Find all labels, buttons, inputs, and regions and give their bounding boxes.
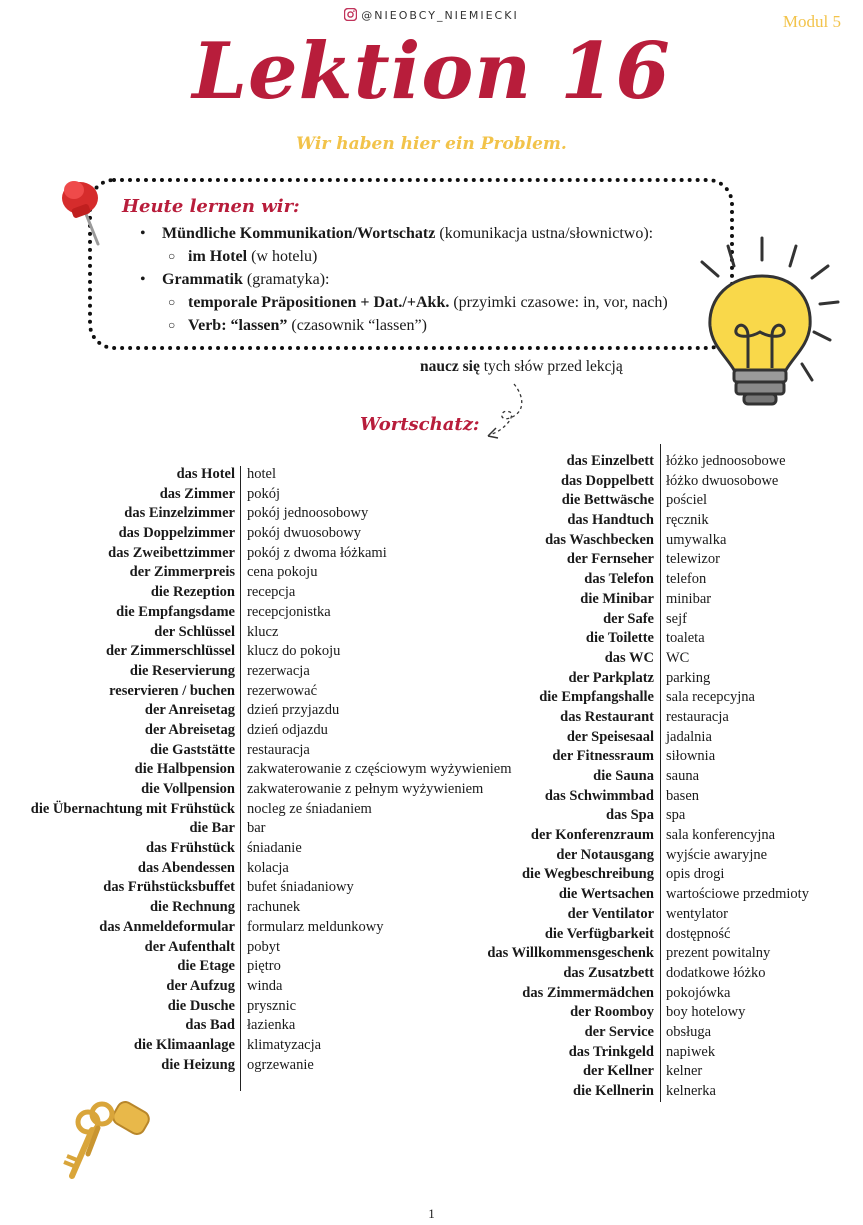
vocab-polish: restauracja <box>666 708 729 725</box>
vocab-polish: parking <box>666 669 711 686</box>
goals-heading: Heute lernen wir: <box>122 196 300 217</box>
vocab-polish: WC <box>666 649 690 666</box>
vocab-german: das Hotel <box>176 466 235 482</box>
vocab-polish: kelner <box>666 1063 703 1080</box>
goal-subitem: ○ im Hotel (w hotelu) <box>168 248 318 265</box>
vocab-polish: telefon <box>666 571 707 588</box>
vocab-german: die Toilette <box>585 630 654 647</box>
vocab-polish: nocleg ze śniadaniem <box>247 800 372 817</box>
vocab-polish: śniadanie <box>247 840 302 857</box>
vocab-german: die Bettwäsche <box>561 492 654 509</box>
vocab-polish: winda <box>247 977 283 994</box>
goal-subitem: ○ temporale Präpositionen + Dat./+Akk. (przyimki czasowe: in, vor, nach) <box>168 294 668 311</box>
vocab-german: der Abreisetag <box>144 721 235 738</box>
vocab-german: die Gaststätte <box>150 741 235 758</box>
vocab-german: die Wegbeschreibung <box>521 866 654 883</box>
vocab-german: das Zweibettzimmer <box>108 544 235 561</box>
vocab-polish: jadalnia <box>666 728 712 745</box>
vocab-polish: klimatyzacja <box>247 1036 322 1053</box>
vocab-polish: pościel <box>666 492 708 509</box>
vocab-german: das Handtuch <box>567 512 654 529</box>
vocab-polish: rezerwować <box>247 682 318 699</box>
vocab-german: das Einzelzimmer <box>124 505 235 522</box>
vocab-german: das Willkommensgeschenk <box>487 945 654 962</box>
instagram-handle: @NIEOBCY_NIEMIECKI <box>0 8 863 24</box>
vocab-polish: ogrzewanie <box>247 1056 314 1073</box>
vocab-polish: recepcjonistka <box>247 603 331 620</box>
vocab-polish: sala konferencyjna <box>666 827 776 844</box>
vocab-polish: recepcja <box>247 584 296 601</box>
vocab-polish: dzień przyjazdu <box>247 702 340 719</box>
vocab-german: die Übernachtung mit Frühstück <box>30 800 235 817</box>
vocab-german: die Klimaanlage <box>133 1036 235 1053</box>
vocab-german: das Zusatzbett <box>563 964 654 981</box>
vocab-german: das Frühstück <box>145 840 235 857</box>
vocab-polish: telewizor <box>666 551 720 568</box>
vocab-polish: sala recepcyjna <box>666 689 755 706</box>
vocab-polish: łóżko dwuosobowe <box>666 472 779 489</box>
vocab-german: das Zimmermädchen <box>522 984 654 1001</box>
module-label: Modul 5 <box>782 12 841 31</box>
vocab-polish: łazienka <box>247 1017 296 1034</box>
vocab-polish: pokój jednoosobowy <box>247 505 369 522</box>
vocab-polish: umywalka <box>666 531 727 548</box>
vocab-polish: obsługa <box>666 1023 712 1040</box>
vocab-polish: dostępność <box>666 925 731 942</box>
vocab-polish: ręcznik <box>666 512 709 529</box>
vocab-german: das Trinkgeld <box>568 1043 654 1060</box>
vocab-polish: boy hotelowy <box>666 1004 746 1021</box>
vocab-polish: kolacja <box>247 859 289 876</box>
vocab-german: das Zimmer <box>159 485 235 502</box>
vocab-polish: formularz meldunkowy <box>247 918 384 935</box>
vocab-german: der Notausgang <box>556 846 654 863</box>
vocab-german: das Restaurant <box>560 708 654 725</box>
vocab-german: die Etage <box>177 958 235 975</box>
vocab-german: der Fitnessraum <box>552 748 654 765</box>
page-title: Lektion 16 <box>192 26 671 117</box>
vocab-german: der Aufzug <box>166 977 235 994</box>
vocab-polish: spa <box>666 807 686 824</box>
vocab-german: der Service <box>584 1023 654 1040</box>
vocab-german: der Fernseher <box>566 551 654 568</box>
vocab-polish: minibar <box>666 590 712 607</box>
vocab-polish: siłownia <box>666 748 716 765</box>
vocab-german: die Rezeption <box>150 584 235 601</box>
vocab-polish: dodatkowe łóżko <box>666 964 766 981</box>
vocab-german: die Minibar <box>580 590 654 607</box>
vocab-german: das Anmeldeformular <box>99 918 235 935</box>
vocab-polish: rezerwacja <box>247 662 310 679</box>
column-divider <box>660 444 661 1102</box>
lightbulb-icon <box>690 232 850 417</box>
vocab-polish: pokój <box>247 485 281 502</box>
vocab-german: der Anreisetag <box>144 702 235 719</box>
vocab-german: das Waschbecken <box>545 531 654 548</box>
vocab-polish: toaleta <box>666 630 705 647</box>
vocab-german: die Sauna <box>593 768 654 784</box>
vocab-german: das Schwimmbad <box>544 787 654 804</box>
goal-item: • Grammatik (gramatyka): <box>140 271 330 288</box>
vocab-german: die Kellnerin <box>573 1083 654 1099</box>
goal-subitem: ○ Verb: “lassen” (czasownik “lassen”) <box>168 317 427 334</box>
vocab-german: der Aufenthalt <box>144 938 235 955</box>
vocab-polish: pokojówka <box>666 984 731 1001</box>
vocab-polish: piętro <box>247 958 281 975</box>
vocab-polish: pobyt <box>247 938 281 955</box>
vocab-polish: wentylator <box>666 905 729 922</box>
vocab-polish: napiwek <box>666 1043 716 1060</box>
column-divider <box>240 466 241 1091</box>
vocab-german: der Ventilator <box>567 905 654 922</box>
vocab-german: der Roomboy <box>570 1004 654 1021</box>
vocab-german: reservieren / buchen <box>109 682 235 699</box>
vocab-german: die Empfangsdame <box>116 603 235 620</box>
vocab-german: das Doppelbett <box>560 472 654 489</box>
goal-item: • Mündliche Kommunikation/Wortschatz (komunikacja ustna/słownictwo): <box>140 225 654 242</box>
vocab-polish: basen <box>666 787 700 804</box>
vocab-polish: kelnerka <box>666 1083 716 1099</box>
vocab-polish: klucz do pokoju <box>247 643 341 660</box>
vocab-german: die Vollpension <box>141 781 235 797</box>
vocab-polish: prysznic <box>247 997 297 1014</box>
vocab-german: die Dusche <box>167 997 235 1014</box>
vocab-german: der Konferenzraum <box>530 827 654 844</box>
vocab-polish: hotel <box>247 466 276 482</box>
page-subtitle: Wir haben hier ein Problem. <box>296 134 567 154</box>
vocab-german: das Telefon <box>584 571 654 588</box>
vocab-polish: rachunek <box>247 899 301 916</box>
instagram-icon <box>344 8 357 24</box>
vocab-polish: sejf <box>666 610 687 627</box>
vocab-polish: pokój dwuosobowy <box>247 525 361 542</box>
vocab-polish: wyjście awaryjne <box>666 846 768 863</box>
vocab-german: der Safe <box>603 610 654 627</box>
vocab-polish: pokój z dwoma łóżkami <box>247 544 387 561</box>
vocab-german: die Rechnung <box>149 899 235 916</box>
vocab-german: die Halbpension <box>134 761 235 778</box>
vocab-german: das Spa <box>606 807 654 824</box>
key-icon <box>58 1098 158 1193</box>
vocab-polish: dzień odjazdu <box>247 721 328 738</box>
vocab-polish: zakwaterowanie z pełnym wyżywieniem <box>247 781 484 797</box>
vocab-polish: wartościowe przedmioty <box>666 886 809 903</box>
vocab-german: die Wertsachen <box>558 886 654 903</box>
goals-list <box>140 222 668 337</box>
vocab-german: das Doppelzimmer <box>118 525 235 542</box>
vocab-german: die Empfangshalle <box>539 689 654 706</box>
vocab-german: das Einzelbett <box>566 453 654 469</box>
vocab-german: der Parkplatz <box>568 669 654 686</box>
vocab-german: die Bar <box>189 820 235 837</box>
vocab-german: der Zimmerpreis <box>129 564 235 581</box>
page-number: 1 <box>428 1206 435 1221</box>
vocab-german: die Reservierung <box>129 662 235 679</box>
vocab-polish: restauracja <box>247 741 310 758</box>
pushpin-icon <box>52 168 112 253</box>
vocab-german: die Verfügbarkeit <box>544 925 654 942</box>
vocab-german: das Abendessen <box>137 859 235 876</box>
vocab-polish: bufet śniadaniowy <box>247 879 354 896</box>
vocab-german: der Zimmerschlüssel <box>105 643 235 660</box>
vocab-polish: zakwaterowanie z częściowym wyżywieniem <box>247 761 512 778</box>
vocab-german: das Bad <box>185 1017 235 1034</box>
study-note: naucz się tych słów przed lekcją <box>420 358 623 375</box>
vocab-polish: cena pokoju <box>247 564 318 581</box>
vocab-german: der Speisesaal <box>566 728 654 745</box>
vocab-german: die Heizung <box>161 1056 235 1073</box>
dashed-arrow-icon <box>484 382 534 447</box>
vocab-polish: łóżko jednoosobowe <box>666 453 786 469</box>
vocab-heading: Wortschatz: <box>360 414 480 435</box>
vocab-polish: prezent powitalny <box>666 945 771 962</box>
vocab-polish: sauna <box>666 768 700 784</box>
vocab-german: das WC <box>604 649 654 666</box>
vocab-german: der Kellner <box>582 1063 654 1080</box>
vocab-german: der Schlüssel <box>154 623 235 640</box>
vocab-german: das Frühstücksbuffet <box>103 879 235 896</box>
vocab-polish: klucz <box>247 623 279 640</box>
vocab-polish: bar <box>247 820 266 837</box>
vocab-polish: opis drogi <box>666 866 725 883</box>
